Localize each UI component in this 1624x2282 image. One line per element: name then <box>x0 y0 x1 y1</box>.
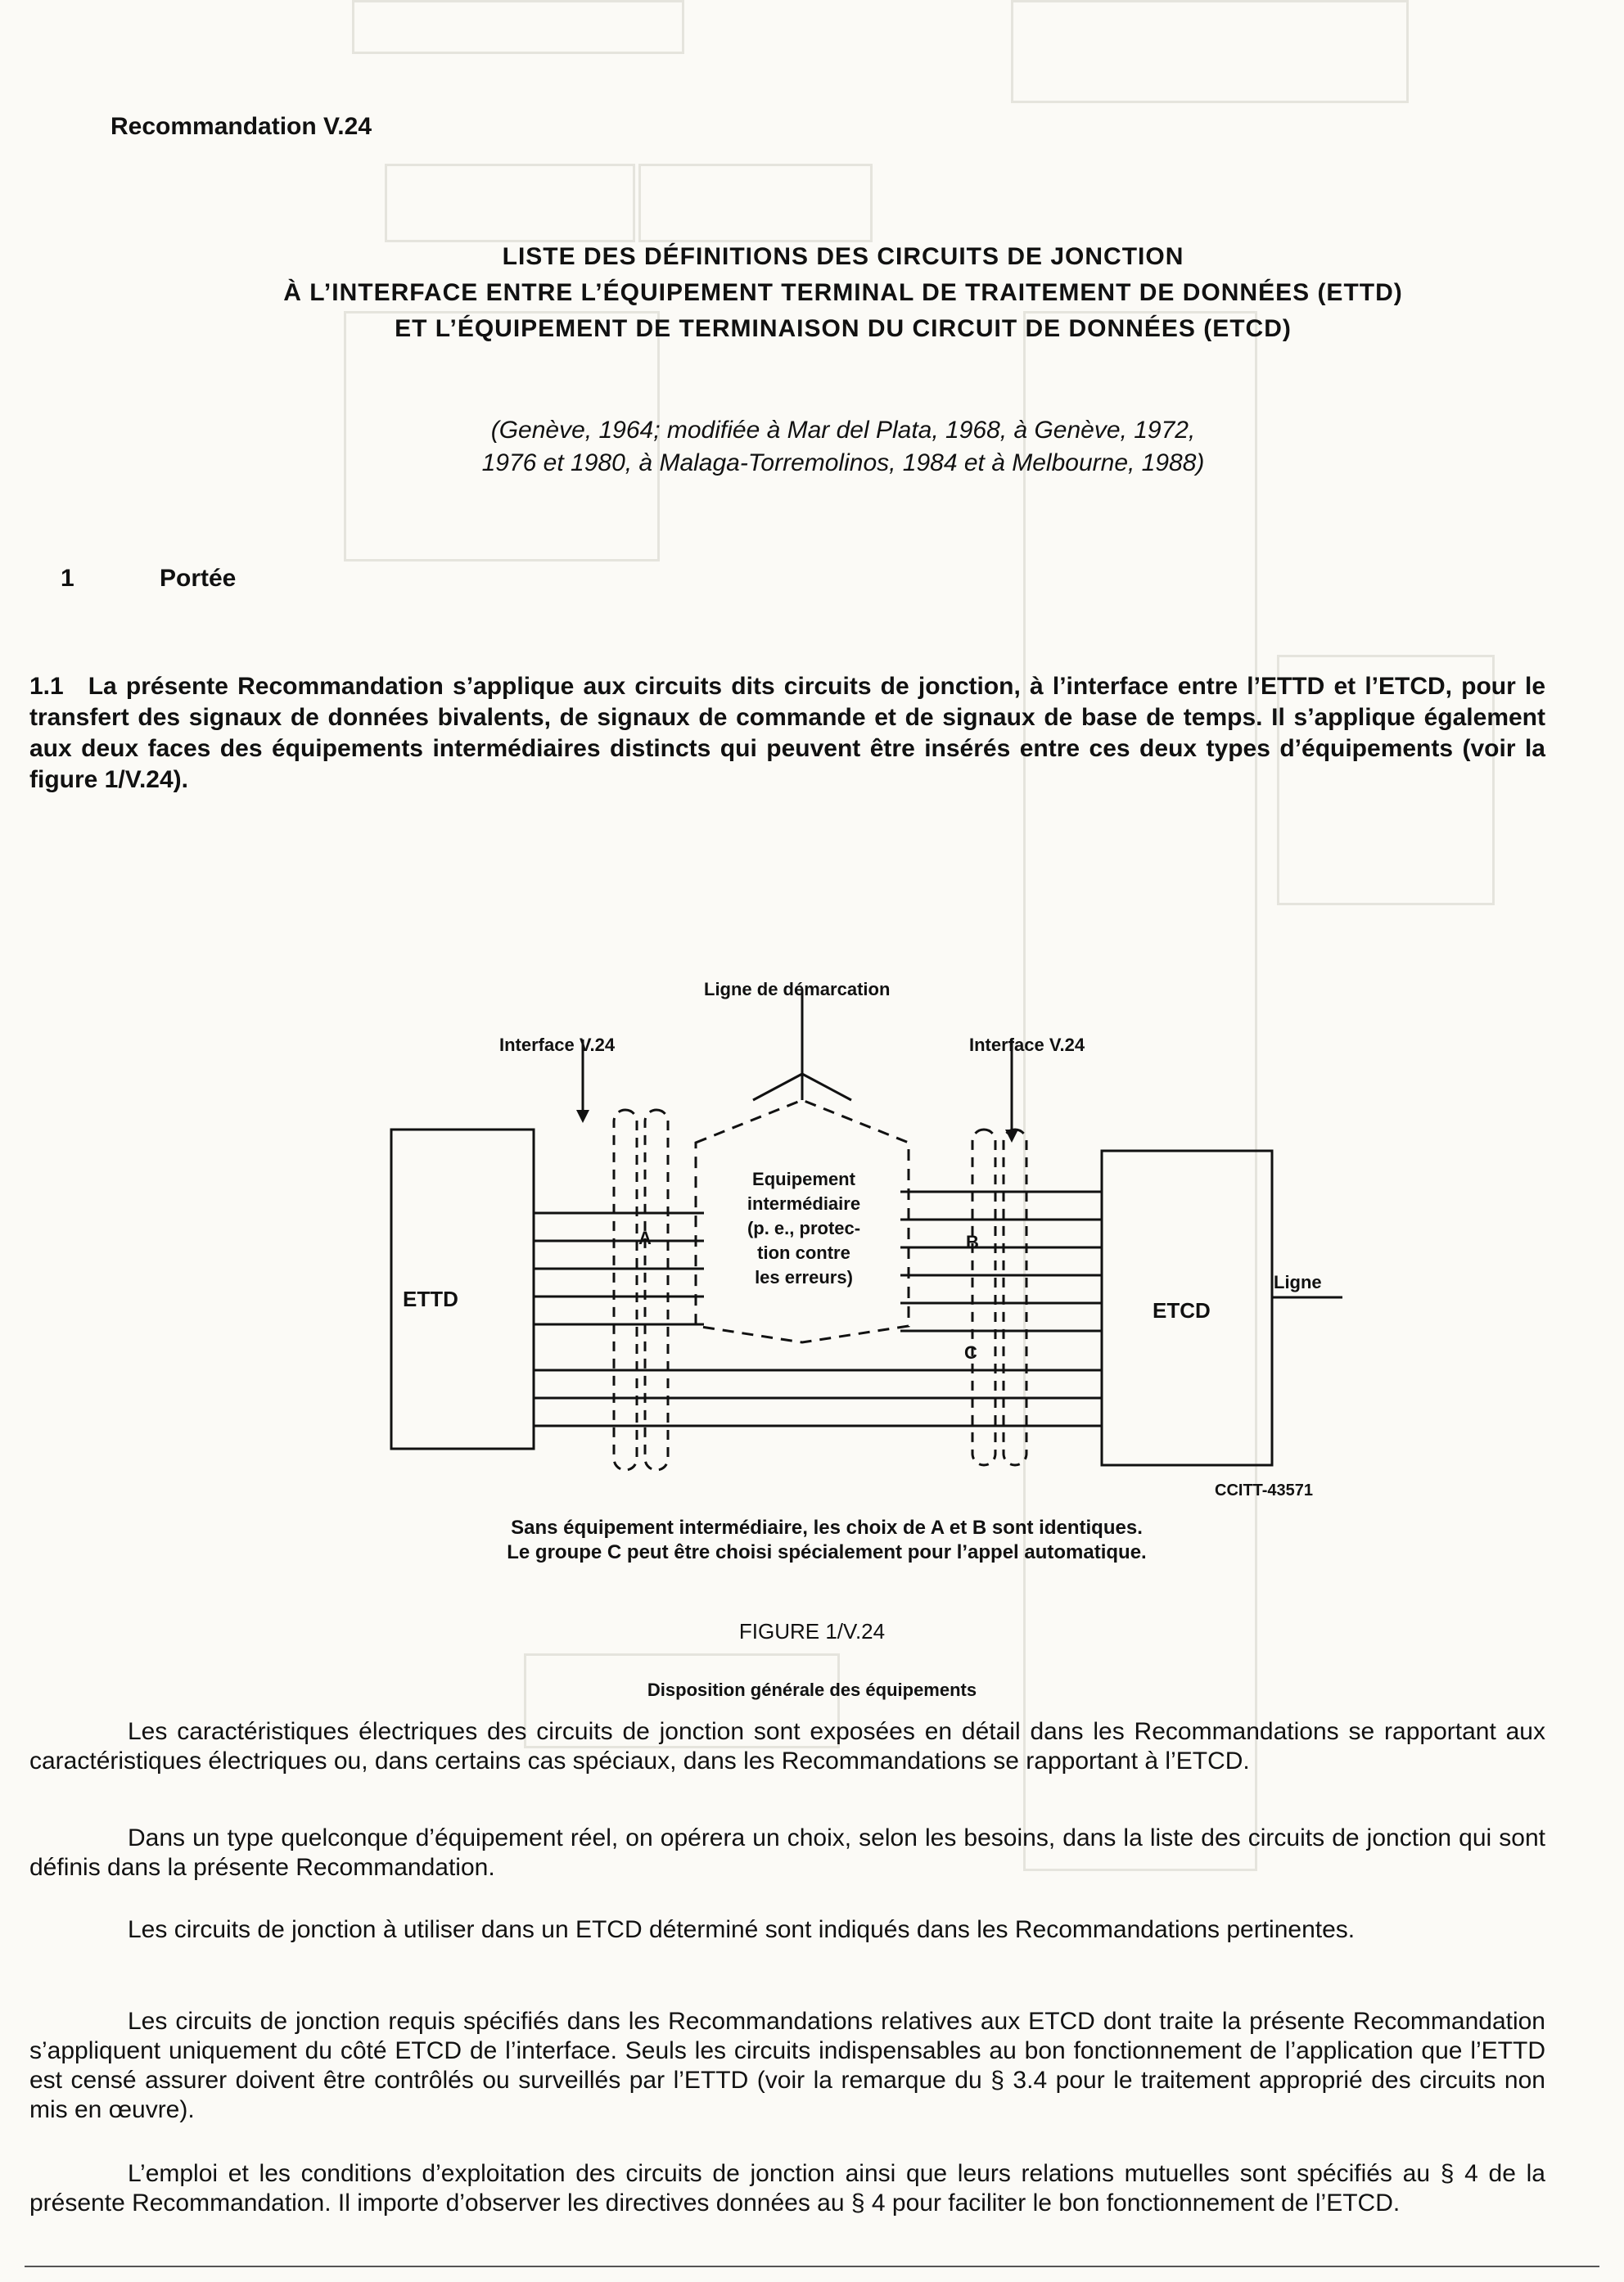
section-number: 1 <box>61 565 74 592</box>
figure-title: Disposition générale des équipements <box>647 1680 977 1700</box>
ligne-label: Ligne <box>1274 1272 1322 1292</box>
interface-left-label: Interface V.24 <box>499 1035 616 1055</box>
intermediate-line: tion contre <box>757 1242 850 1263</box>
intermediate-line: intermédiaire <box>747 1193 861 1214</box>
intermediate-line: Equipement <box>752 1169 855 1189</box>
figure-number: FIGURE 1/V.24 <box>738 1619 886 1644</box>
show-through-box <box>638 164 873 242</box>
group-a-label: A <box>638 1228 652 1248</box>
recommendation-label: Recommandation V.24 <box>111 113 372 140</box>
dates-line: 1976 et 1980, à Malaga-Torremolinos, 1984 et à Melbourne, 1988) <box>481 449 1205 476</box>
intermediate-line: (p. e., protec- <box>747 1218 861 1238</box>
body-paragraph: Les circuits de jonction à utiliser dans un ETCD déterminé sont indiqués dans les Recommandations pertinentes. <box>128 1916 1356 1943</box>
etcd-label: ETCD <box>1153 1298 1211 1323</box>
group-c-label: C <box>964 1342 977 1363</box>
show-through-box <box>1011 0 1409 103</box>
body-paragraph: Les caractéristiques électriques des circuits de jonction sont exposées en détail dans les Recommandations se rapportant aux caractéristiques électriques ou, dans certains cas spéciaux, dans les Recommandations se rapportant à l’ETCD. <box>29 1718 1545 1775</box>
dates-line: (Genève, 1964; modifiée à Mar del Plata, 1968, à Genève, 1972, <box>490 417 1196 444</box>
title-line: À L’INTERFACE ENTRE L’ÉQUIPEMENT TERMINAL DE TRAITEMENT DE DONNÉES (ETTD) <box>283 279 1403 306</box>
demarcation-label: Ligne de démarcation <box>704 979 891 999</box>
bottom-rule <box>25 2266 1599 2267</box>
interface-group <box>972 1130 995 1465</box>
title-line: ET L’ÉQUIPEMENT DE TERMINAISON DU CIRCUIT DE DONNÉES (ETCD) <box>395 315 1292 342</box>
body-paragraph: Dans un type quelconque d’équipement réel, on opérera un choix, selon les besoins, dans la liste des circuits de jonction qui sont définis dans la présente Recommandation. <box>29 1824 1545 1881</box>
body-paragraph: Les circuits de jonction requis spécifiés dans les Recommandations relatives aux ETCD dont traite la présente Recommandation s’appliquent uniquement du côté ETCD de l’interface. Seuls les circuits indispensables au bon fonctionnement de l’application que l’ETTD est censé assurer doivent être contrôlés ou surveillés par l’ETTD (voir la remarque du § 3.4 pour le traitement approprié des circuits non mis en œuvre). <box>29 2008 1545 2123</box>
intermediate-line: les erreurs) <box>755 1267 853 1288</box>
interface-group <box>614 1110 637 1470</box>
figure-diagram <box>327 966 1359 1522</box>
paragraph-1-1 <box>29 671 1545 796</box>
group-b-label: B <box>966 1232 979 1252</box>
document-title <box>164 239 1522 347</box>
revision-dates <box>246 414 1441 480</box>
paragraph-text: La présente Recommandation s’applique aux circuits dits circuits de jonction, à l’interface entre l’ETTD et l’ETCD, pour le transfert des signaux de données bivalents, de signaux de commande et de signaux de base de temps. Il s’applique également aux deux faces des équipements intermédiaires distincts qui peuvent être insérés entre ces deux types d’équipements (voir la figure 1/V.24). <box>29 673 1545 793</box>
figure-reference: CCITT-43571 <box>1215 1481 1314 1500</box>
ettd-label: ETTD <box>403 1287 458 1311</box>
figure-note-line: Sans équipement intermédiaire, les choix de A et B sont identiques. <box>511 1517 1143 1539</box>
show-through-box <box>385 164 635 242</box>
figure-note <box>327 1516 1326 1565</box>
paragraph-number: 1.1 <box>29 673 64 700</box>
interface-right-label: Interface V.24 <box>969 1035 1085 1055</box>
interface-group <box>1004 1130 1026 1465</box>
figure-note-line: Le groupe C peut être choisi spécialement pour l’appel automatique. <box>507 1541 1147 1563</box>
title-line: LISTE DES DÉFINITIONS DES CIRCUITS DE JONCTION <box>502 243 1184 270</box>
interface-group <box>645 1110 668 1470</box>
section-title: Portée <box>160 565 237 592</box>
intermediate-label <box>730 1167 877 1290</box>
show-through-box <box>352 0 684 54</box>
body-paragraph: L’emploi et les conditions d’exploitation des circuits de jonction ainsi que leurs relations mutuelles sont spécifiés au § 4 de la présente Recommandation. Il importe d’observer les directives données au § 4 pour faciliter le bon fonctionnement de l’ETCD. <box>29 2160 1545 2217</box>
